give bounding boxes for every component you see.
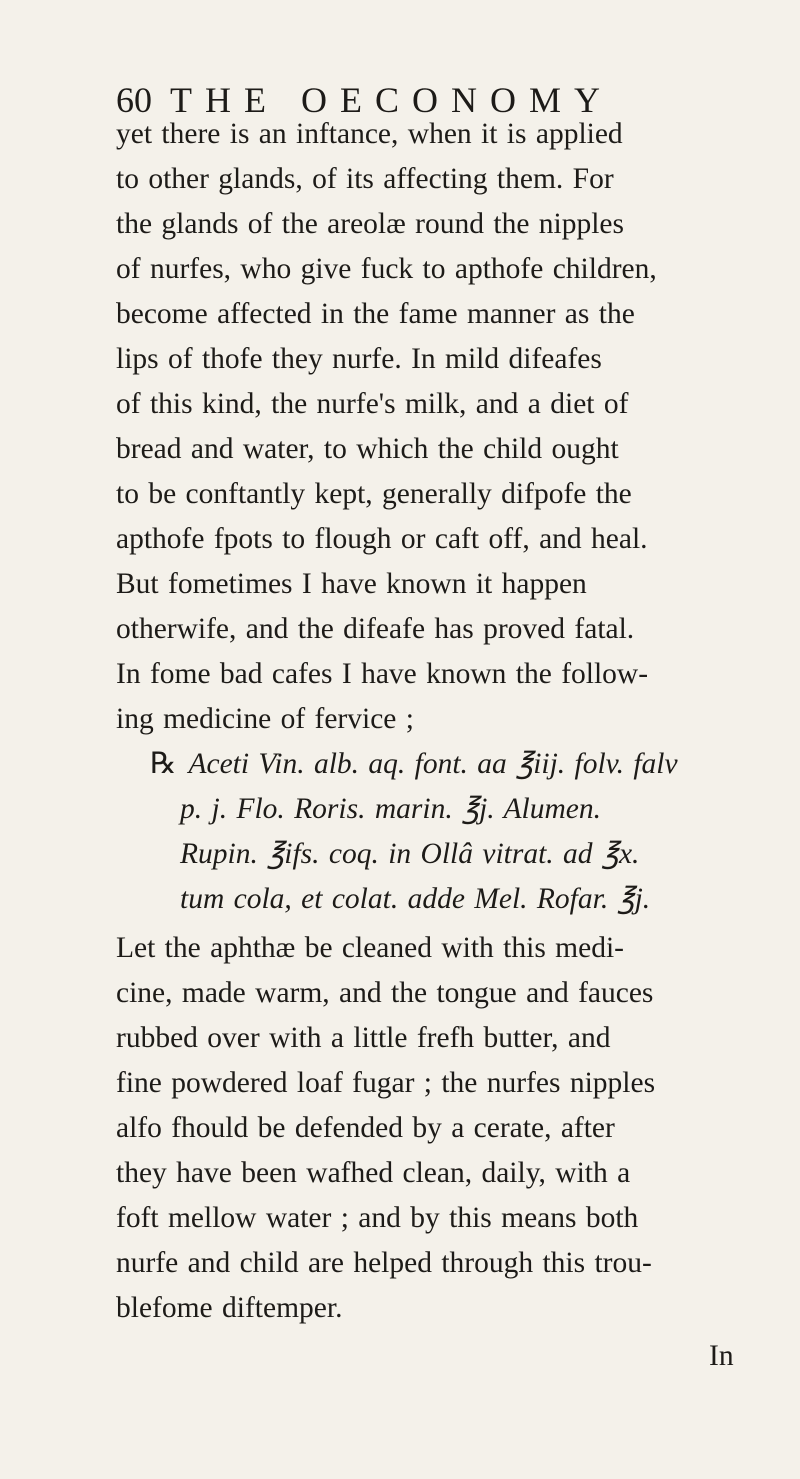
text-line: to other glands, of its affecting them. For (116, 163, 614, 195)
text-line: of nurfes, who give fuck to apthofe children, (116, 253, 657, 285)
prescription-line: Rupin. ℥ifs. coq. in Ollâ vitrat. ad ℥x. (180, 838, 640, 870)
text-line: blefome diftemper. (116, 1292, 343, 1324)
text-line: apthofe fpots to flough or caft off, and heal. (116, 523, 648, 555)
text-line: ing medicine of fervice ; (116, 703, 414, 735)
text-line: otherwife, and the difeafe has proved fatal. (116, 613, 635, 645)
prescription-line: p. j. Flo. Roris. marin. ℥j. Alumen. (180, 793, 602, 825)
text-line: nurfe and child are helped through this trou- (116, 1247, 652, 1279)
text-line: fine powdered loaf fugar ; the nurfes nipples (116, 1067, 656, 1099)
text-line: alfo fhould be defended by a cerate, after (116, 1112, 615, 1144)
prescription-line (150, 742, 678, 786)
text-line: foft mellow water ; and by this means both (116, 1202, 639, 1234)
text-line: cine, made warm, and the tongue and fauces (116, 977, 654, 1009)
text-line: In fome bad cafes I have known the follow- (116, 658, 649, 690)
text-line: rubbed over with a little frefh butter, and (116, 1022, 611, 1054)
text-line: yet there is an inftance, when it is applied (116, 118, 623, 150)
text-line: to be conftantly kept, generally difpofe the (116, 478, 632, 510)
prescription-line: tum cola, et colat. adde Mel. Rofar. ℥j. (180, 883, 651, 915)
text-line: of this kind, the nurfe's milk, and a diet of (116, 388, 629, 420)
text-line: But fometimes I have known it happen (116, 568, 587, 600)
text-line: they have been wafhed clean, daily, with a (116, 1157, 631, 1189)
catchword: In (709, 1340, 734, 1372)
text-line: bread and water, to which the child ought (116, 433, 619, 465)
recipe-symbol: ℞ (150, 748, 177, 780)
text-line: Let the aphthæ be cleaned with this medi- (116, 932, 624, 964)
running-title: THE OECONOMY (170, 80, 613, 120)
page-number: 60 (116, 80, 152, 120)
text-line: become affected in the fame manner as the (116, 298, 635, 330)
prescription-text: Aceti Vin. alb. aq. font. aa ℥iij. folv. falv (188, 748, 678, 780)
text-line: lips of thofe they nurfe. In mild difeafes (116, 343, 602, 375)
text-line: the glands of the areolæ round the nipples (116, 208, 625, 240)
